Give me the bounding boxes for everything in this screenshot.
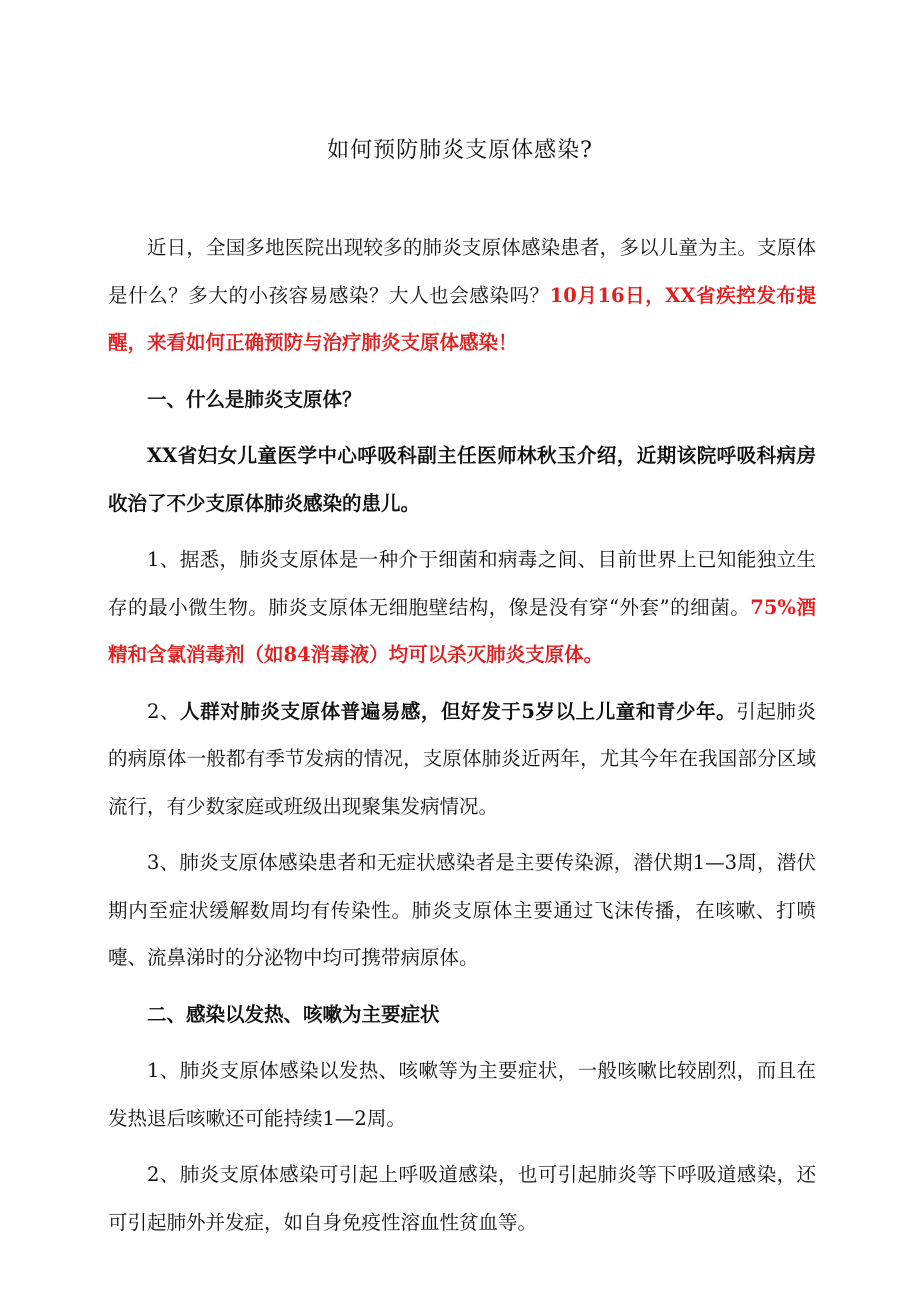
section-2-item-2: 2、肺炎支原体感染可引起上呼吸道感染，也可引起肺炎等下呼吸道感染，还可引起肺外并发症，如自身免疫性溶血性贫血等。 bbox=[108, 1163, 816, 1234]
item-2-text: 引起肺炎的病原体一般都有季节发病的情况，支原体肺炎近两年，尤其今年在我国部分区域流行，有少数家庭或班级出现聚集发病情况。 bbox=[108, 699, 816, 818]
section-2-item-1: 1、肺炎支原体感染以发热、咳嗽等为主要症状，一般咳嗽比较剧烈，而且在发热退后咳嗽还可能持续1—2周。 bbox=[108, 1059, 816, 1130]
document-body bbox=[108, 224, 816, 1255]
section-2-heading: 二、感染以发热、咳嗽为主要症状 bbox=[147, 1002, 440, 1026]
intro-paragraph bbox=[108, 224, 816, 367]
section-1-item-1 bbox=[108, 536, 816, 679]
item-1-text: 1、据悉，肺炎支原体是一种介于细菌和病毒之间、目前世界上已知能独立生存的最小微生物。肺炎支原体无细胞壁结构，像是没有穿“外套”的细菌。 bbox=[108, 548, 816, 619]
intro-highlight: 10月16日，XX省疾控发布提醒，来看如何正确预防与治疗肺炎支原体感染！ bbox=[108, 283, 816, 354]
intro-text: 近日，全国多地医院出现较多的肺炎支原体感染患者，多以儿童为主。支原体是什么？多大的小孩容易感染？大人也会感染吗？ bbox=[108, 236, 816, 307]
item-1-highlight: 75%酒精和含氯消毒剂（如84消毒液）均可以杀灭肺炎支原体。 bbox=[108, 595, 816, 666]
item-2-bold: 人群对肺炎支原体普遍易感，但好发于5岁以上儿童和青少年。 bbox=[180, 699, 737, 723]
section-1-item-3: 3、肺炎支原体感染患者和无症状感染者是主要传染源，潜伏期1—3周，潜伏期内至症状缓解数周均有传染性。肺炎支原体主要通过飞沫传播，在咳嗽、打喷嚏、流鼻涕时的分泌物中均可携带病原体。 bbox=[108, 851, 816, 969]
item-2-number: 2、 bbox=[147, 699, 181, 723]
section-1-heading: 一、什么是肺炎支原体？ bbox=[147, 387, 362, 411]
section-1-item-2 bbox=[108, 688, 816, 831]
document-title: 如何预防肺炎支原体感染? bbox=[327, 138, 593, 163]
section-1-lead: XX省妇女儿童医学中心呼吸科副主任医师林秋玉介绍，近期该院呼吸科病房收治了不少支原体肺炎感染的患儿。 bbox=[108, 444, 816, 515]
